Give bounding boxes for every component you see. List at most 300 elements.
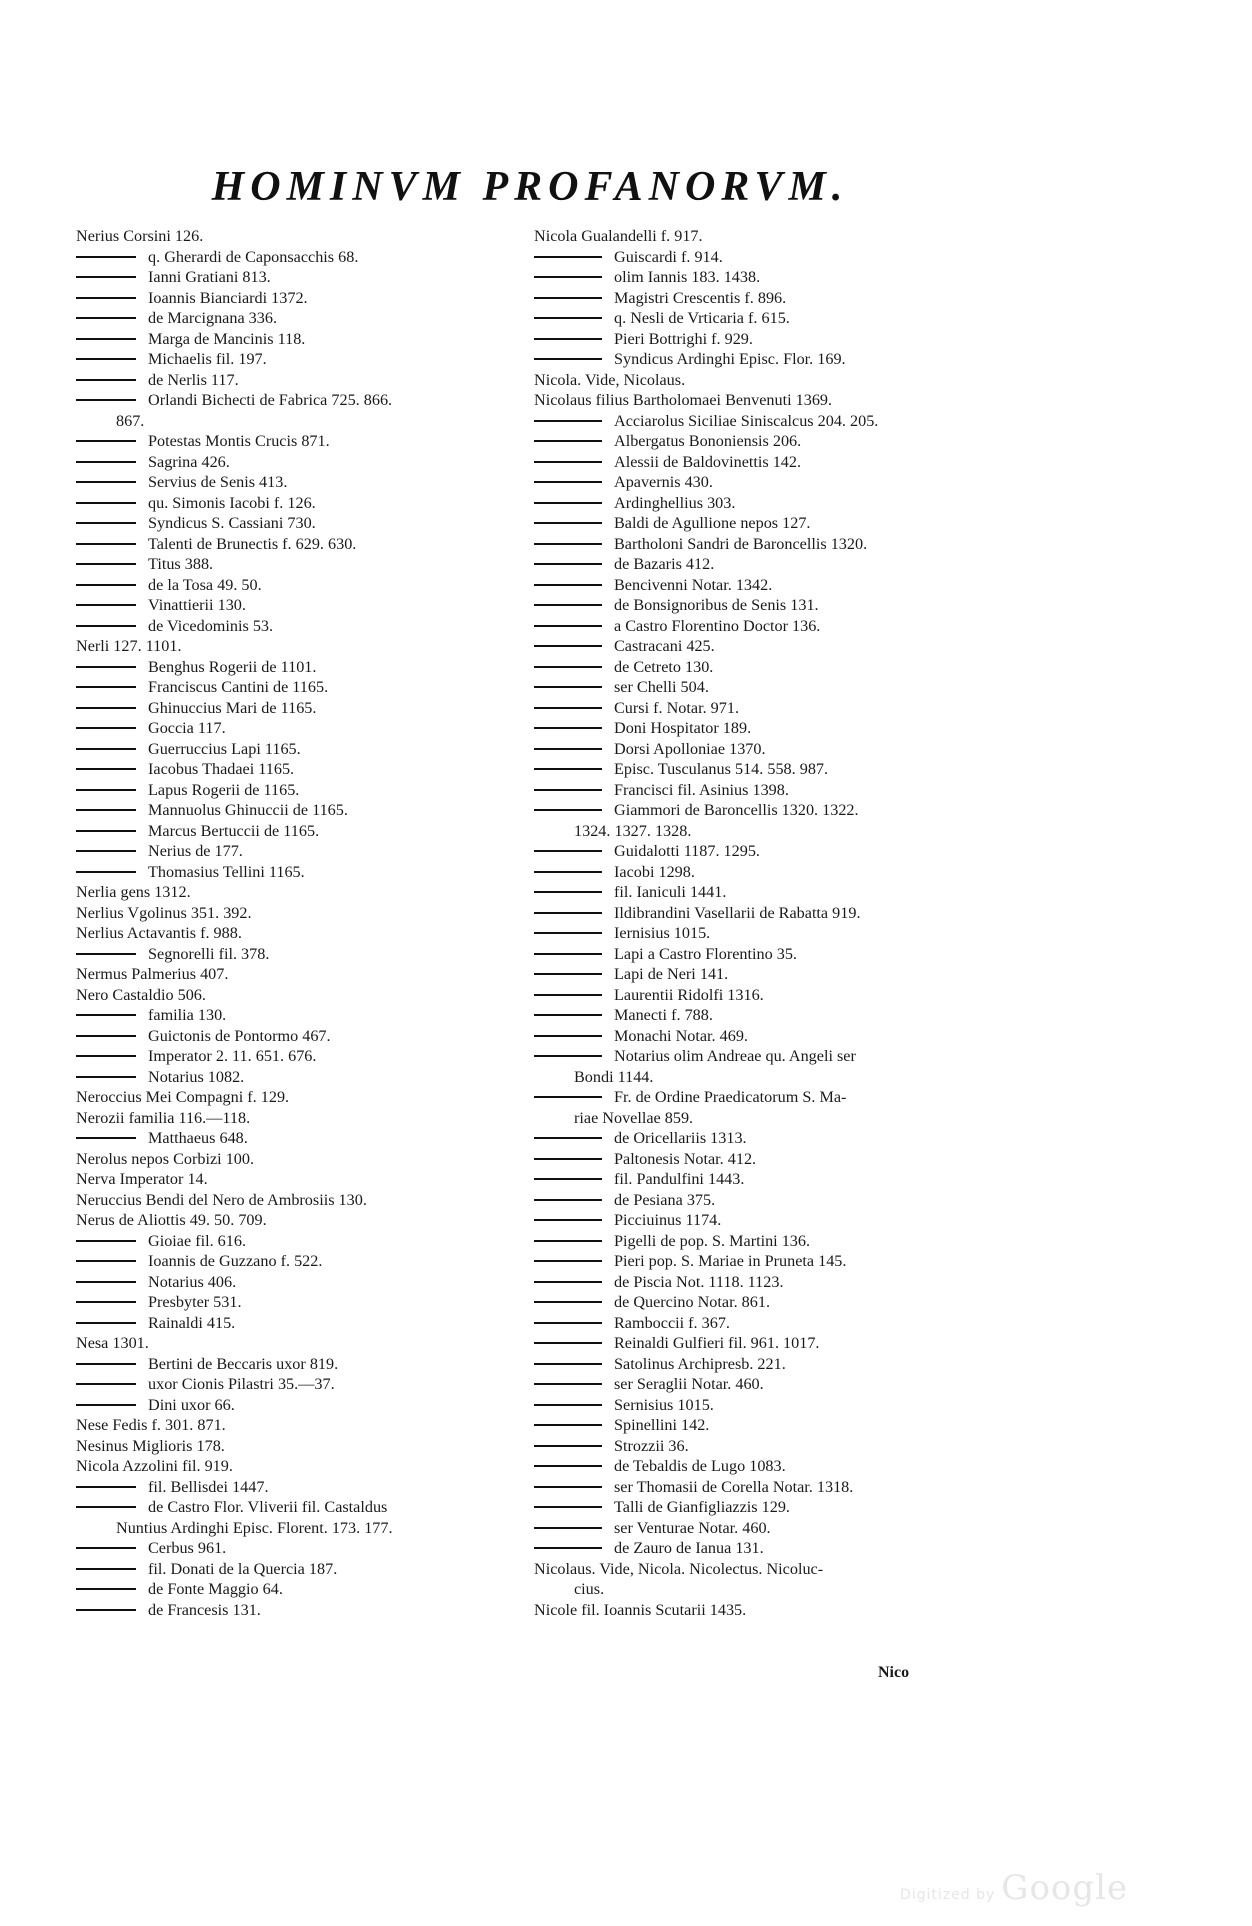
entry-text: Sagrina 426. <box>148 452 230 471</box>
index-entry <box>534 1272 974 1293</box>
entry-text: a Castro Florentino Doctor 136. <box>614 616 821 635</box>
ditto-dash <box>76 789 136 791</box>
index-entry <box>534 1005 974 1026</box>
entry-text: Notarius olim Andreae qu. Angeli ser <box>614 1047 856 1065</box>
entry-text: Lapus Rogerii de 1165. <box>148 780 300 799</box>
entry-text: Guictonis de Pontormo 467. <box>148 1026 331 1045</box>
entry-text: ser Venturae Notar. 460. <box>614 1518 771 1537</box>
ditto-dash <box>76 1609 136 1611</box>
entry-text: Paltonesis Notar. 412. <box>614 1149 757 1168</box>
ditto-dash <box>76 522 136 524</box>
index-entry <box>534 1497 974 1518</box>
index-entry <box>534 718 974 739</box>
entry-text: Guerruccius Lapi 1165. <box>148 739 301 758</box>
index-entry <box>534 1067 974 1088</box>
index-entry <box>534 595 974 616</box>
index-entry <box>534 575 974 596</box>
index-entry <box>76 1231 526 1252</box>
entry-text: Spinellini 142. <box>614 1416 710 1434</box>
entry-text: Bondi 1144. <box>574 1067 654 1086</box>
entry-text: Apavernis 430. <box>614 473 713 491</box>
index-entry <box>534 1538 974 1559</box>
index-entry <box>76 1518 526 1539</box>
ditto-dash <box>534 1096 602 1098</box>
ditto-dash <box>534 276 602 278</box>
ditto-dash <box>76 256 136 258</box>
entry-text: de Vicedominis 53. <box>148 616 274 635</box>
ditto-dash <box>534 1301 602 1303</box>
ditto-dash <box>76 830 136 832</box>
ditto-dash <box>534 1199 602 1201</box>
index-entry <box>534 800 974 821</box>
index-entry <box>76 308 526 329</box>
entry-text: de Quercino Notar. 861. <box>614 1293 770 1311</box>
index-entry <box>76 1190 526 1211</box>
index-entry <box>534 698 974 719</box>
ditto-dash <box>76 625 136 627</box>
ditto-dash <box>534 1219 602 1221</box>
index-entry <box>76 1354 526 1375</box>
index-entry <box>534 431 974 452</box>
entry-text: Cursi f. Notar. 971. <box>614 698 739 717</box>
ditto-dash <box>76 358 136 360</box>
index-entry <box>534 1169 974 1190</box>
entry-text: ser Seraglii Notar. 460. <box>614 1375 764 1393</box>
entry-text: Guidalotti 1187. 1295. <box>614 842 760 860</box>
index-entry <box>76 944 526 965</box>
ditto-dash <box>76 727 136 729</box>
entry-text: Nerli 127. 1101. <box>76 637 182 655</box>
ditto-dash <box>76 481 136 483</box>
entry-text: Sernisius 1015. <box>614 1395 714 1414</box>
entry-text: Alessii de Baldovinettis 142. <box>614 452 802 471</box>
index-entry <box>534 1231 974 1252</box>
ditto-dash <box>534 1465 602 1467</box>
index-entry <box>76 862 526 883</box>
entry-text: familia 130. <box>148 1006 227 1024</box>
index-entry <box>76 1067 526 1088</box>
index-entry <box>76 472 526 493</box>
ditto-dash <box>534 1342 602 1344</box>
index-entry <box>534 1251 974 1272</box>
index-entry <box>534 493 974 514</box>
index-entry <box>76 1149 526 1170</box>
index-entry <box>534 288 974 309</box>
index-entry <box>534 759 974 780</box>
entry-text: de Oricellariis 1313. <box>614 1129 747 1147</box>
entry-text: Nicolaus filius Bartholomaei Benvenuti 1369. <box>534 391 833 409</box>
index-entry <box>534 390 974 411</box>
ditto-dash <box>534 1137 602 1139</box>
index-entry <box>534 821 974 842</box>
entry-text: Laurentii Ridolfi 1316. <box>614 985 764 1004</box>
entry-text: Nerlia gens 1312. <box>76 883 191 901</box>
index-entry <box>534 411 974 432</box>
entry-text: Syndicus S. Cassiani 730. <box>148 514 316 532</box>
catchword: Nico <box>878 1664 910 1681</box>
index-entry <box>534 1108 974 1129</box>
entry-text: Notarius 1082. <box>148 1067 245 1086</box>
index-entry <box>534 1292 974 1313</box>
entry-text: Nerlius Vgolinus 351. 392. <box>76 903 252 922</box>
index-entry <box>76 1333 526 1354</box>
ditto-dash <box>76 748 136 750</box>
index-entry <box>76 1046 526 1067</box>
ditto-dash <box>534 358 602 360</box>
entry-text: Thomasius Tellini 1165. <box>148 862 305 881</box>
index-entry <box>534 1600 974 1621</box>
ditto-dash <box>76 1506 136 1508</box>
entry-text: Benghus Rogerii de 1101. <box>148 657 317 676</box>
index-entry <box>534 554 974 575</box>
ditto-dash <box>534 1383 602 1385</box>
entry-text: Michaelis fil. 197. <box>148 350 267 368</box>
ditto-dash <box>534 1527 602 1529</box>
index-entry <box>534 349 974 370</box>
entry-text: 867. <box>116 411 145 430</box>
ditto-dash <box>534 1445 602 1447</box>
index-entry <box>76 985 526 1006</box>
index-entry <box>76 370 526 391</box>
ditto-dash <box>534 932 602 934</box>
index-entry <box>534 739 974 760</box>
entry-text: Nicolaus. Vide, Nicola. Nicolectus. Nicoluc- <box>534 1559 824 1578</box>
ditto-dash <box>534 727 602 729</box>
ditto-dash <box>76 379 136 381</box>
index-entry <box>76 1395 526 1416</box>
index-entry <box>76 1456 526 1477</box>
entry-text: q. Gherardi de Caponsacchis 68. <box>148 247 359 266</box>
index-entry <box>76 1087 526 1108</box>
ditto-dash <box>534 748 602 750</box>
entry-text: Nese Fedis f. 301. 871. <box>76 1416 226 1434</box>
ditto-dash <box>534 502 602 504</box>
index-entry <box>534 1415 974 1436</box>
ditto-dash <box>76 686 136 688</box>
entry-text: de Francesis 131. <box>148 1600 261 1619</box>
ditto-dash <box>76 953 136 955</box>
index-entry <box>534 1559 974 1580</box>
index-entry <box>76 1559 526 1580</box>
entry-text: Nicole fil. Ioannis Scutarii 1435. <box>534 1600 747 1619</box>
ditto-dash <box>76 584 136 586</box>
entry-text: Bencivenni Notar. 1342. <box>614 575 773 594</box>
index-entry <box>76 636 526 657</box>
entry-text: Satolinus Archipresb. 221. <box>614 1354 786 1373</box>
index-entry <box>534 1313 974 1334</box>
entry-text: fil. Pandulfini 1443. <box>614 1170 745 1188</box>
index-entry <box>76 1210 526 1231</box>
ditto-dash <box>76 1076 136 1078</box>
entry-text: Nesa 1301. <box>76 1334 149 1352</box>
index-entry <box>76 1477 526 1498</box>
entry-text: Albergatus Bononiensis 206. <box>614 432 802 450</box>
ditto-dash <box>534 1281 602 1283</box>
entry-text: de Tebaldis de Lugo 1083. <box>614 1457 786 1475</box>
index-entry <box>76 1374 526 1395</box>
ditto-dash <box>534 297 602 299</box>
index-entry <box>76 1005 526 1026</box>
entry-text: Episc. Tusculanus 514. 558. 987. <box>614 760 829 778</box>
entry-text: de Nerlis 117. <box>148 370 239 389</box>
entry-text: Iacobi 1298. <box>614 862 695 881</box>
index-entry <box>534 1149 974 1170</box>
ditto-dash <box>534 994 602 996</box>
entry-text: fil. Ianiculi 1441. <box>614 883 727 901</box>
index-entry <box>534 513 974 534</box>
index-entry <box>534 472 974 493</box>
index-entry <box>76 1538 526 1559</box>
ditto-dash <box>76 317 136 319</box>
index-column-left <box>76 226 526 1620</box>
index-entry <box>534 1456 974 1477</box>
ditto-dash <box>534 1260 602 1262</box>
ditto-dash <box>76 604 136 606</box>
index-entry <box>76 595 526 616</box>
entry-text: Talli de Gianfigliazzis 129. <box>614 1498 790 1516</box>
entry-text: Iacobus Thadaei 1165. <box>148 760 295 778</box>
entry-text: Presbyter 531. <box>148 1293 242 1311</box>
entry-text: de Bazaris 412. <box>614 555 715 573</box>
entry-text: Ildibrandini Vasellarii de Rabatta 919. <box>614 903 861 922</box>
ditto-dash <box>76 338 136 340</box>
index-entry <box>76 349 526 370</box>
index-entry <box>534 923 974 944</box>
index-entry <box>534 677 974 698</box>
entry-text: de Pesiana 375. <box>614 1190 716 1209</box>
entry-text: Nerozii familia 116.—118. <box>76 1108 251 1127</box>
ditto-dash <box>534 953 602 955</box>
entry-text: Ramboccii f. 367. <box>614 1313 730 1332</box>
ditto-dash <box>534 1035 602 1037</box>
entry-text: 1324. 1327. 1328. <box>574 821 692 840</box>
index-entry <box>76 903 526 924</box>
index-entry <box>76 616 526 637</box>
entry-text: ser Chelli 504. <box>614 678 709 696</box>
ditto-dash <box>534 789 602 791</box>
ditto-dash <box>534 1014 602 1016</box>
entry-text: cius. <box>574 1580 605 1598</box>
index-entry <box>76 329 526 350</box>
ditto-dash <box>534 645 602 647</box>
entry-text: Marga de Mancinis 118. <box>148 329 306 348</box>
entry-text: Nerus de Aliottis 49. 50. 709. <box>76 1211 267 1229</box>
entry-text: de la Tosa 49. 50. <box>148 575 262 594</box>
entry-text: riae Novellae 859. <box>574 1108 694 1127</box>
ditto-dash <box>76 543 136 545</box>
index-entry <box>76 493 526 514</box>
index-entry <box>76 575 526 596</box>
index-entry <box>76 513 526 534</box>
index-entry <box>534 964 974 985</box>
entry-text: Ioannis de Guzzano f. 522. <box>148 1252 323 1270</box>
entry-text: Imperator 2. 11. 651. 676. <box>148 1047 317 1065</box>
entry-text: Nerolus nepos Corbizi 100. <box>76 1149 255 1168</box>
entry-text: Lapi de Neri 141. <box>614 965 729 983</box>
entry-text: Nicola. Vide, Nicolaus. <box>534 370 686 389</box>
index-entry <box>76 411 526 432</box>
ditto-dash <box>534 666 602 668</box>
entry-text: Talenti de Brunectis f. 629. 630. <box>148 534 357 553</box>
index-entry <box>76 267 526 288</box>
ditto-dash <box>534 584 602 586</box>
index-entry <box>76 882 526 903</box>
index-entry <box>534 636 974 657</box>
index-entry <box>534 452 974 473</box>
ditto-dash <box>76 1035 136 1037</box>
entry-text: de Cetreto 130. <box>614 657 714 676</box>
ditto-dash <box>76 297 136 299</box>
ditto-dash <box>534 604 602 606</box>
ditto-dash <box>534 1363 602 1365</box>
index-entry <box>76 247 526 268</box>
entry-text: Manecti f. 788. <box>614 1006 713 1024</box>
ditto-dash <box>534 1547 602 1549</box>
entry-text: Pieri Bottrighi f. 929. <box>614 329 753 348</box>
ditto-dash <box>76 276 136 278</box>
entry-text: Ianni Gratiani 813. <box>148 268 271 286</box>
entry-text: q. Nesli de Vrticaria f. 615. <box>614 309 790 327</box>
ditto-dash <box>534 256 602 258</box>
ditto-dash <box>76 1014 136 1016</box>
index-entry <box>76 1579 526 1600</box>
index-entry <box>534 903 974 924</box>
index-entry <box>76 288 526 309</box>
ditto-dash <box>534 1158 602 1160</box>
entry-text: uxor Cionis Pilastri 35.—37. <box>148 1375 335 1393</box>
index-entry <box>76 759 526 780</box>
index-entry <box>76 739 526 760</box>
index-entry <box>534 1374 974 1395</box>
index-entry <box>534 370 974 391</box>
index-entry <box>76 841 526 862</box>
entry-text: Vinattierii 130. <box>148 596 246 614</box>
watermark-prefix: Digitized by <box>900 1887 996 1903</box>
entry-text: Nerius Corsini 126. <box>76 227 204 245</box>
ditto-dash <box>76 1363 136 1365</box>
ditto-dash <box>534 707 602 709</box>
entry-text: Doni Hospitator 189. <box>614 719 752 737</box>
ditto-dash <box>76 399 136 401</box>
entry-text: de Marcignana 336. <box>148 309 278 327</box>
index-entry <box>534 534 974 555</box>
index-entry <box>534 1333 974 1354</box>
entry-text: Ardinghellius 303. <box>614 493 736 512</box>
index-entry <box>534 329 974 350</box>
ditto-dash <box>534 973 602 975</box>
ditto-dash <box>76 1588 136 1590</box>
ditto-dash <box>76 1055 136 1057</box>
entry-text: Reinaldi Gulfieri fil. 961. 1017. <box>614 1334 820 1352</box>
index-entry <box>76 964 526 985</box>
entry-text: Picciuinus 1174. <box>614 1211 722 1229</box>
ditto-dash <box>76 1486 136 1488</box>
index-entry <box>76 1026 526 1047</box>
entry-text: Dorsi Apolloniae 1370. <box>614 739 766 758</box>
entry-text: de Piscia Not. 1118. 1123. <box>614 1272 784 1291</box>
ditto-dash <box>534 317 602 319</box>
index-entry <box>534 1518 974 1539</box>
ditto-dash <box>76 850 136 852</box>
entry-text: Nerius de 177. <box>148 842 243 860</box>
entry-text: Segnorelli fil. 378. <box>148 944 270 963</box>
ditto-dash <box>76 666 136 668</box>
index-entry <box>76 226 526 247</box>
index-entry <box>534 1128 974 1149</box>
index-entry <box>76 1415 526 1436</box>
entry-text: Titus 388. <box>148 555 214 573</box>
index-entry <box>534 247 974 268</box>
index-entry <box>534 862 974 883</box>
entry-text: Guiscardi f. 914. <box>614 247 723 266</box>
index-entry <box>76 800 526 821</box>
entry-text: Magistri Crescentis f. 896. <box>614 288 787 307</box>
ditto-dash <box>534 850 602 852</box>
index-entry <box>534 1395 974 1416</box>
entry-text: Fr. de Ordine Praedicatorum S. Ma- <box>614 1088 847 1106</box>
ditto-dash <box>76 1383 136 1385</box>
index-entry <box>76 698 526 719</box>
entry-text: Marcus Bertuccii de 1165. <box>148 821 320 840</box>
index-entry <box>76 1108 526 1129</box>
entry-text: Goccia 117. <box>148 719 226 737</box>
index-entry <box>534 616 974 637</box>
entry-text: fil. Bellisdei 1447. <box>148 1477 269 1496</box>
index-entry <box>534 226 974 247</box>
entry-text: Orlandi Bichecti de Fabrica 725. 866. <box>148 391 393 409</box>
entry-text: Nicola Gualandelli f. 917. <box>534 227 703 245</box>
index-entry <box>76 1313 526 1334</box>
entry-text: Franciscus Cantini de 1165. <box>148 678 329 696</box>
entry-text: Nero Castaldio 506. <box>76 985 206 1004</box>
ditto-dash <box>534 1404 602 1406</box>
ditto-dash <box>76 1260 136 1262</box>
ditto-dash <box>534 481 602 483</box>
entry-text: Iernisius 1015. <box>614 924 711 942</box>
entry-text: Pieri pop. S. Mariae in Pruneta 145. <box>614 1252 847 1270</box>
ditto-dash <box>534 912 602 914</box>
ditto-dash <box>76 1301 136 1303</box>
entry-text: Bartholoni Sandri de Baroncellis 1320. <box>614 534 868 553</box>
ditto-dash <box>76 1568 136 1570</box>
ditto-dash <box>76 1404 136 1406</box>
index-entry <box>76 452 526 473</box>
index-entry <box>76 1251 526 1272</box>
entry-text: de Fonte Maggio 64. <box>148 1580 283 1598</box>
index-entry <box>534 1087 974 1108</box>
ditto-dash <box>534 522 602 524</box>
ditto-dash <box>76 1547 136 1549</box>
ditto-dash <box>534 686 602 688</box>
entry-text: Strozzii 36. <box>614 1436 689 1455</box>
entry-text: Bertini de Beccaris uxor 819. <box>148 1354 339 1373</box>
index-entry <box>534 1436 974 1457</box>
ditto-dash <box>534 420 602 422</box>
entry-text: Acciarolus Siciliae Siniscalcus 204. 205. <box>614 411 879 430</box>
ditto-dash <box>534 440 602 442</box>
ditto-dash <box>534 1506 602 1508</box>
index-entry <box>76 1600 526 1621</box>
entry-text: Ioannis Bianciardi 1372. <box>148 288 308 307</box>
index-entry <box>534 1026 974 1047</box>
ditto-dash <box>534 461 602 463</box>
entry-text: Nerva Imperator 14. <box>76 1170 208 1188</box>
entry-text: Notarius 406. <box>148 1272 237 1291</box>
index-entry <box>534 1579 974 1600</box>
index-entry <box>76 780 526 801</box>
index-entry <box>76 1436 526 1457</box>
index-entry <box>534 841 974 862</box>
